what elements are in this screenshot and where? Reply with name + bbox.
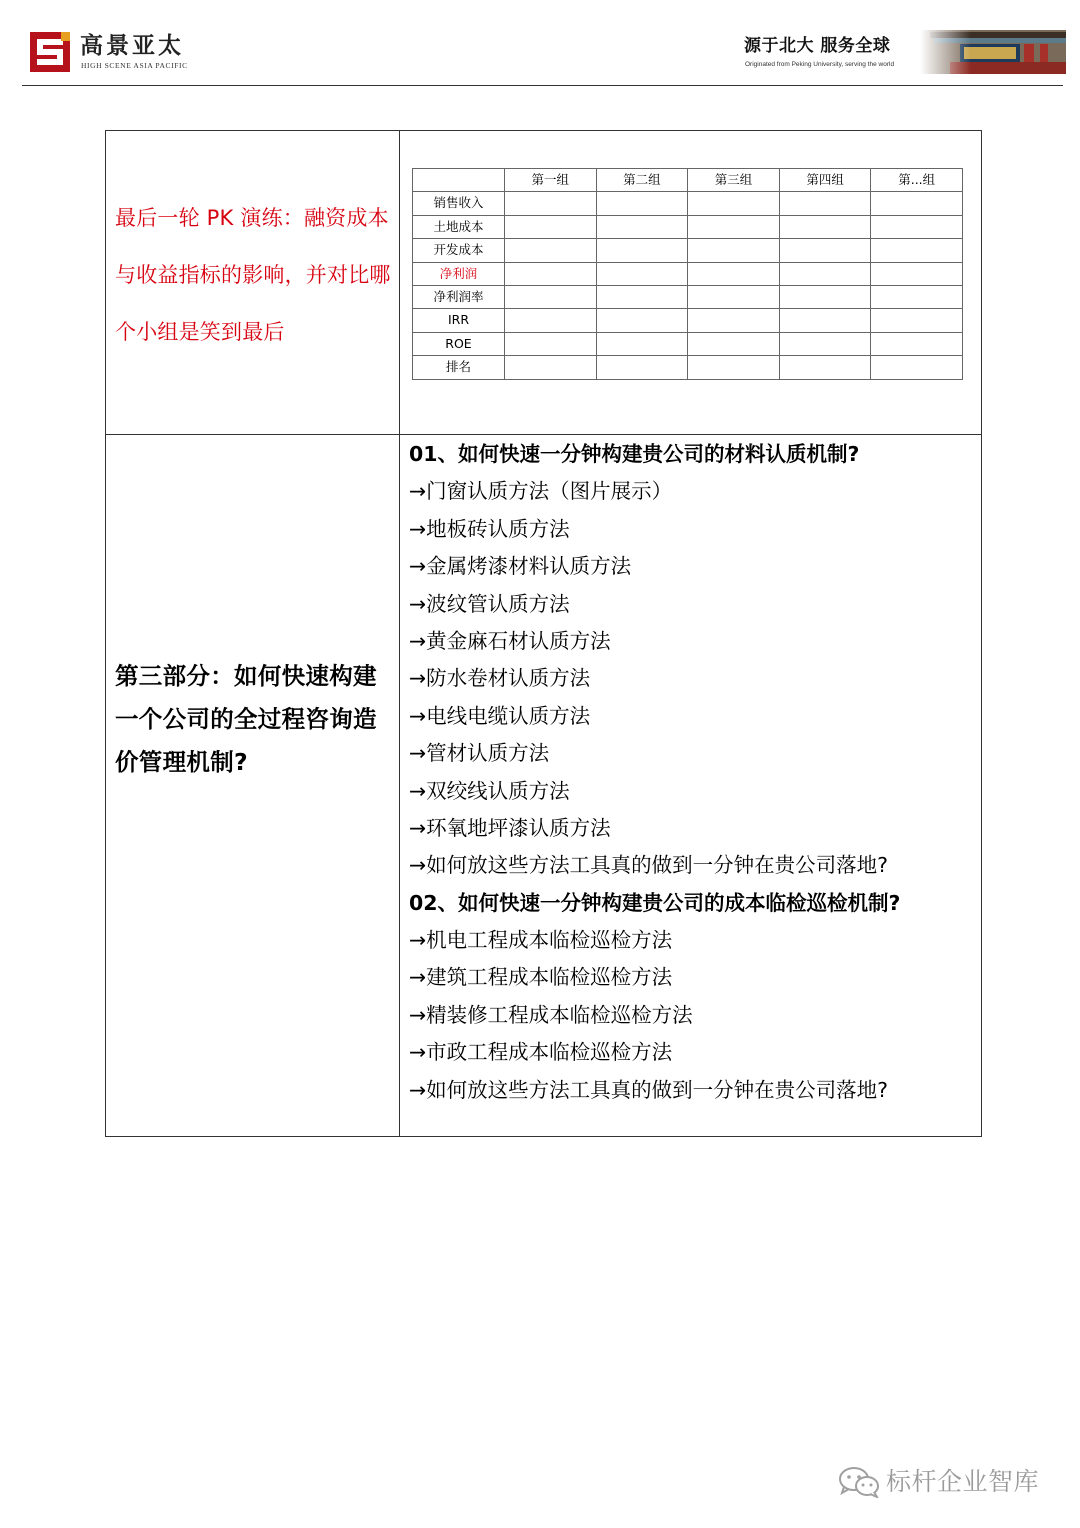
pk-row-label: IRR [413, 309, 505, 332]
pk-row-label: 土地成本 [413, 215, 505, 238]
wechat-icon [838, 1466, 880, 1498]
pk-table-cell [779, 332, 871, 355]
pk-table-cell [779, 285, 871, 308]
pk-table-cell [779, 309, 871, 332]
pk-table-cell [871, 215, 963, 238]
pk-table-cell [505, 239, 597, 262]
pk-table-cell [871, 192, 963, 215]
list-item: →双绞线认质方法 [409, 778, 570, 803]
pk-row-label: 开发成本 [413, 239, 505, 262]
university-gate-icon [920, 30, 1066, 74]
pk-table-cell [505, 285, 597, 308]
list-item: →电线电缆认质方法 [409, 703, 591, 728]
page-header [0, 0, 1080, 90]
pk-table-cell [871, 356, 963, 379]
list-heading: 02、如何快速一分钟构建贵公司的成本临检巡检机制? [409, 890, 901, 915]
pk-table-cell [596, 239, 688, 262]
part-three-list [409, 436, 979, 1109]
pk-exercise-description: 最后一轮 PK 演练：融资成本与收益指标的影响，并对比哪个小组是笑到最后 [115, 206, 391, 344]
header-divider [22, 85, 1063, 86]
pk-comparison-table [412, 168, 963, 380]
table-border-left [105, 130, 106, 1137]
pk-row-label: ROE [413, 332, 505, 355]
company-logo-icon [30, 32, 70, 72]
pk-table-cell [688, 215, 780, 238]
pk-table-cell [688, 262, 780, 285]
pk-table-cell [505, 215, 597, 238]
pk-table-cell [688, 332, 780, 355]
pk-table-cell [688, 239, 780, 262]
pk-table-cell [688, 309, 780, 332]
pk-table-cell [505, 356, 597, 379]
list-item: →门窗认质方法（图片展示） [409, 479, 673, 504]
pk-table-cell [596, 309, 688, 332]
pk-table-row [413, 215, 963, 238]
pk-table-cell [505, 192, 597, 215]
pk-table-cell [688, 285, 780, 308]
pk-table-cell [505, 309, 597, 332]
list-item: →黄金麻石材认质方法 [409, 628, 611, 653]
table-border-bottom [105, 1136, 982, 1137]
pk-table-cell [779, 356, 871, 379]
wechat-watermark [838, 1462, 1058, 1502]
pk-table-cell [596, 262, 688, 285]
list-item: →建筑工程成本临检巡检方法 [409, 965, 673, 990]
pk-col-header: 第一组 [505, 169, 597, 192]
watermark-text: 标杆企业智库 [886, 1467, 1040, 1496]
pk-col-header: 第四组 [779, 169, 871, 192]
table-border-right [981, 130, 982, 1137]
list-item: →防水卷材认质方法 [409, 666, 591, 691]
pk-col-header: 第...组 [871, 169, 963, 192]
pk-table-cell [505, 262, 597, 285]
list-item: →如何放这些方法工具真的做到一分钟在贵公司落地? [409, 853, 889, 878]
table-border-middle [399, 130, 400, 1137]
pk-table-row [413, 332, 963, 355]
list-heading: 01、如何快速一分钟构建贵公司的材料认质机制? [409, 442, 860, 466]
brand-name-cn: 高景亚太 [80, 32, 184, 59]
list-item: →机电工程成本临检巡检方法 [409, 928, 673, 953]
list-item: →如何放这些方法工具真的做到一分钟在贵公司落地? [409, 1077, 889, 1102]
pk-table-row [413, 262, 963, 285]
table-border-top [105, 130, 982, 131]
list-item: →管材认质方法 [409, 741, 550, 766]
pk-row-label: 净利润 [413, 262, 505, 285]
pk-table-cell [871, 332, 963, 355]
slogan-en: Originated from Peking University, serving the world [745, 61, 895, 68]
pk-table-cell [596, 215, 688, 238]
pk-table-cell [871, 309, 963, 332]
list-item: →环氧地坪漆认质方法 [409, 815, 611, 840]
pk-row-label: 销售收入 [413, 192, 505, 215]
pk-table-cell [779, 239, 871, 262]
pk-table-header-row [413, 169, 963, 192]
pk-table-cell [871, 239, 963, 262]
pk-table-cell [871, 262, 963, 285]
pk-table-cell [688, 192, 780, 215]
pk-table-cell [871, 285, 963, 308]
pk-table-corner [413, 169, 505, 192]
list-item: →精装修工程成本临检巡检方法 [409, 1002, 693, 1027]
list-item: →金属烤漆材料认质方法 [409, 554, 632, 579]
list-item: →地板砖认质方法 [409, 516, 570, 541]
pk-table-row [413, 356, 963, 379]
pk-comparison-table-wrap [412, 168, 963, 380]
pk-table-cell [596, 285, 688, 308]
pk-table-cell [505, 332, 597, 355]
pk-table-cell [596, 192, 688, 215]
pk-col-header: 第二组 [596, 169, 688, 192]
pk-table-cell [779, 262, 871, 285]
pk-table-cell [596, 332, 688, 355]
pk-row-label: 净利润率 [413, 285, 505, 308]
list-item: →市政工程成本临检巡检方法 [409, 1040, 673, 1065]
pk-table-row [413, 285, 963, 308]
pk-table-cell [779, 215, 871, 238]
pk-table-cell [779, 192, 871, 215]
pk-table-cell [596, 356, 688, 379]
content-table [105, 130, 982, 1137]
pk-col-header: 第三组 [688, 169, 780, 192]
pk-table-row [413, 192, 963, 215]
slogan-cn: 源于北大 服务全球 [744, 36, 891, 56]
pk-table-row [413, 239, 963, 262]
part-three-title: 第三部分：如何快速构建一个公司的全过程咨询造价管理机制? [115, 662, 377, 776]
pk-row-label: 排名 [413, 356, 505, 379]
list-item: →波纹管认质方法 [409, 591, 570, 616]
brand-name-en: HIGH SCENE ASIA PACIFIC [81, 61, 188, 70]
table-row-divider [105, 434, 982, 435]
pk-table-cell [688, 356, 780, 379]
pk-table-row [413, 309, 963, 332]
